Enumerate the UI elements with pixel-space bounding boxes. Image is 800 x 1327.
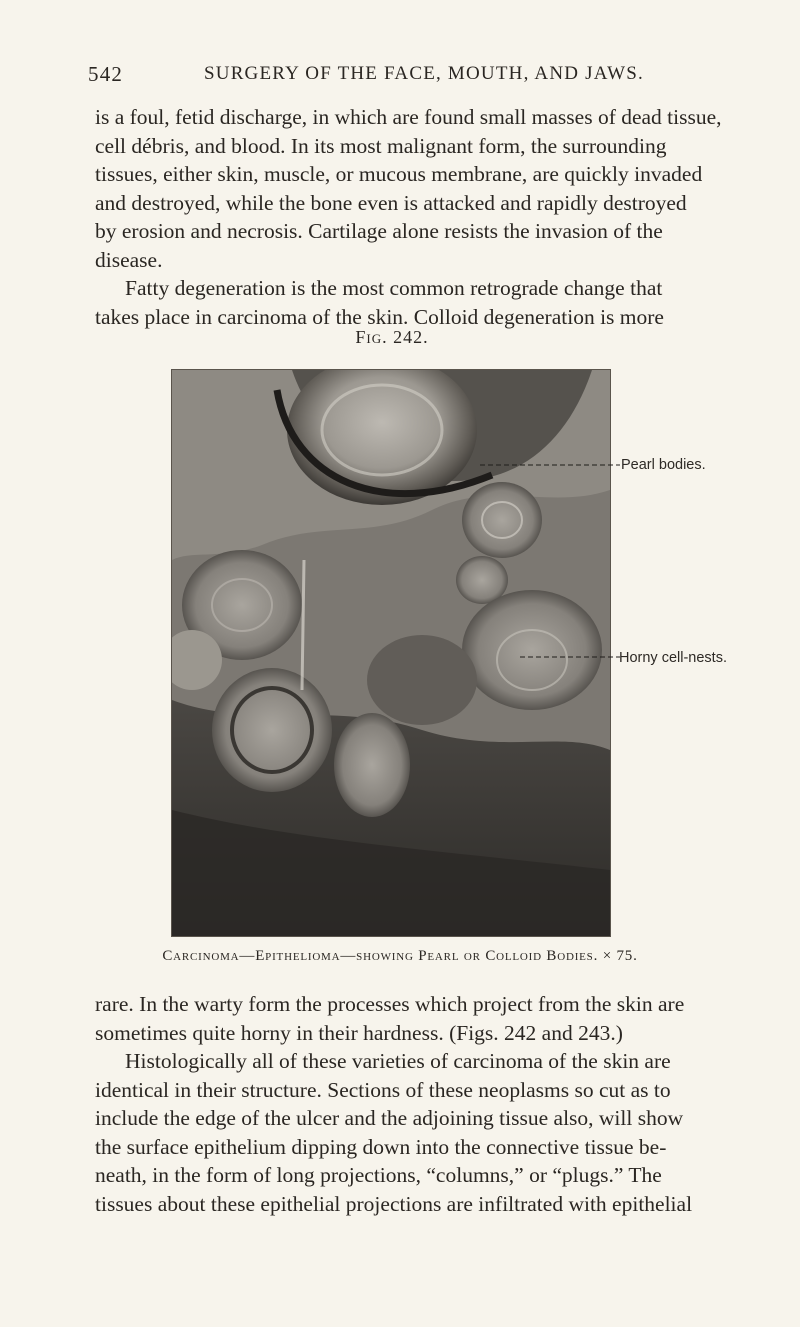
text-line: takes place in carcinoma of the skin. Colloid degeneration is more: [95, 304, 664, 329]
text-line: Fatty degeneration is the most common retrograde change that: [125, 276, 663, 300]
running-title: SURGERY OF THE FACE, MOUTH, AND JAWS.: [204, 63, 644, 84]
text-line: tissues, either skin, muscle, or mucous membrane, are quickly invaded: [95, 162, 703, 186]
figure-number: Fig. 242.: [355, 327, 429, 347]
paragraph-4: [95, 1047, 735, 1218]
text-line: the surface epithelium dipping down into the connective tissue be-: [95, 1134, 667, 1159]
text-line: neath, in the form of long projections, “columns,” or “plugs.” The: [95, 1163, 662, 1187]
callout-horny-cell-nests: Horny cell-nests.: [619, 650, 727, 666]
paragraph-2: [95, 274, 735, 331]
text-line: tissues about these epithelial projections are infiltrated with epithelial: [95, 1191, 693, 1216]
figure-caption: Carcinoma—Epithelioma—showing Pearl or Colloid Bodies. × 75.: [162, 948, 638, 964]
text-line: identical in their structure. Sections of these neoplasms so cut as to: [95, 1077, 671, 1102]
text-line: rare. In the warty form the processes which project from the skin are: [95, 992, 685, 1016]
text-line: include the edge of the ulcer and the adjoining tissue also, will show: [95, 1106, 684, 1130]
paragraph-3: [95, 990, 735, 1047]
text-line: cell débris, and blood. In its most malignant form, the surrounding: [95, 133, 667, 158]
text-line: disease.: [95, 247, 163, 272]
figure-label: [0, 327, 800, 348]
text-line: sometimes quite horny in their hardness. (Figs. 242 and 243.): [95, 1020, 623, 1045]
page-number: 542: [88, 62, 124, 86]
paragraph-1: [95, 103, 735, 274]
callout-leader-lines: [480, 455, 622, 665]
text-line: Histologically all of these varieties of carcinoma of the skin are: [125, 1049, 671, 1073]
text-line: and destroyed, while the bone even is attacked and rapidly destroyed: [95, 190, 687, 215]
text-line: by erosion and necrosis. Cartilage alone resists the invasion of the: [95, 219, 663, 243]
callout-pearl-bodies: Pearl bodies.: [621, 457, 706, 473]
text-line: is a foul, fetid discharge, in which are found small masses of dead tissue,: [95, 105, 722, 129]
